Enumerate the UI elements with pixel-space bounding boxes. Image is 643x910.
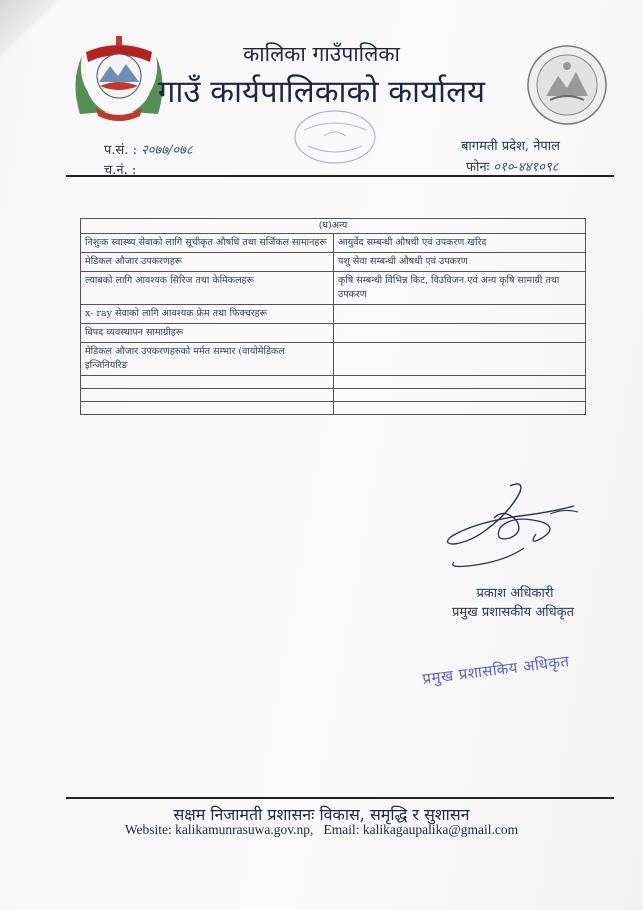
table-cell: [334, 324, 586, 343]
table-cell: ल्याबको लागि आवश्यक सिरिज तथा केमिकलहरू: [81, 272, 334, 305]
ref-label: प.सं. :: [104, 143, 137, 158]
table-caption: (घ)अन्य: [81, 219, 586, 234]
table-row: [81, 343, 586, 376]
office-stamp-icon: [290, 106, 380, 168]
table-row: [81, 402, 586, 415]
reference-number: [104, 140, 193, 158]
table-row: [81, 305, 586, 324]
table-cell: निशुःक स्वास्थ्य सेवाको लागि सूचीकृत औषधि तथा सर्जिकल सामानहरू: [81, 234, 334, 253]
table-cell: पशु सेवा सम्बन्धी औषधी एवं उपकरण: [334, 253, 586, 272]
designation-stamp: प्रमुख प्रशासकिय अधिकृत: [421, 652, 571, 688]
table-cell: [334, 376, 586, 389]
website-label: Website:: [124, 822, 172, 837]
table-row: [81, 272, 586, 305]
table-cell: विपद व्यवस्थापन सामाग्रीहरू: [81, 324, 334, 343]
table-row: [81, 253, 586, 272]
table-row: [81, 376, 586, 389]
table-row: [81, 324, 586, 343]
table-cell: [81, 402, 334, 415]
header-divider: [66, 175, 614, 177]
table-cell: आयुर्वेद सम्बन्धी औषधी एवं उपकरण खरिद: [334, 234, 586, 253]
footer-motto: सक्षम निजामती प्रशासनः विकास, समृद्धि र सुशासन: [173, 805, 470, 824]
signature-icon: [424, 478, 584, 570]
email-link[interactable]: kalikagaupalika@gmail.com: [362, 822, 519, 837]
table-row: [81, 389, 586, 402]
phone-label: फोनः: [466, 160, 490, 175]
signatory-name: प्रकाश अधिकारी: [476, 586, 554, 601]
email-label: Email:: [323, 822, 360, 837]
office-name: गाउँ कार्यपालिकाको कार्यालय: [157, 74, 486, 110]
table-cell: मेडिकल औजार उपकरणहरू: [81, 253, 334, 272]
ref-value: २०७७/०७८: [140, 143, 193, 158]
table-cell: मेडिकल औजार उपकरणहरुको मर्मत सम्भार (वायोमेडिकल इन्जिनियरिङ: [81, 343, 334, 376]
items-table: [80, 218, 586, 415]
table-cell: x- ray सेवाको लागि आवश्यक फ्रेम तथा फिक्चरहरू: [81, 305, 334, 324]
table-cell: [334, 402, 586, 415]
dispatch-label: च.नं. :: [104, 163, 137, 178]
table-cell: [334, 343, 586, 376]
footer-contact: [0, 822, 643, 838]
signatory-title: प्रमुख प्रशासकीय अधिकृत: [451, 605, 575, 620]
table-cell: [334, 389, 586, 402]
footer-divider: [66, 797, 614, 799]
table-cell: कृषि सम्बन्धी विभिन्न किट, विउविजन एवं अन्य कृषि सामाग्री तथा उपकरण: [334, 272, 586, 305]
table-cell: [81, 389, 334, 402]
phone: [466, 157, 558, 175]
municipality-name: कालिका गाउँपालिका: [243, 42, 400, 66]
table-cell: [334, 305, 586, 324]
table-caption-row: [81, 219, 586, 234]
website-link[interactable]: kalikamunrasuwa.gov.np,: [175, 822, 314, 837]
province: बागमती प्रदेश, नेपाल: [461, 139, 560, 154]
table-row: [81, 234, 586, 253]
table-cell: [81, 376, 334, 389]
phone-value: ०१०-४४१०९८: [493, 160, 559, 175]
